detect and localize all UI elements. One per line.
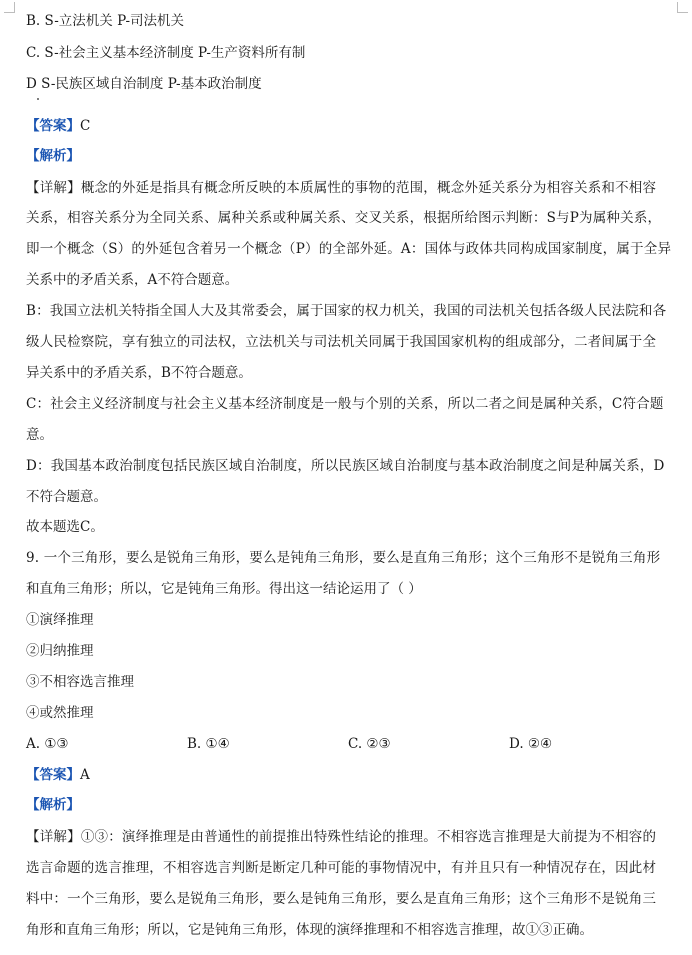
page-corner-mark-left	[4, 2, 15, 13]
analysis-tag: 【解析】	[26, 797, 80, 813]
q8-detail-line-3: 即一个概念（S）的外延包含着另一个概念（P）的全部外延。A：国体与政体共同构成国家制度，属于全异	[26, 241, 672, 257]
q9-analysis-line	[26, 795, 676, 815]
q8-answer-line	[26, 116, 676, 136]
q8-detail-line-7: 异关系中的矛盾关系，B不符合题意。	[26, 365, 252, 381]
q8-detail-line-2: 关系，相容关系分为全同关系、属种关系或种属关系、交叉关系，根据所给图示判断：S与P为属种关系，	[26, 210, 662, 226]
option-c: C. S-社会主义基本经济制度 P-生产资料所有制	[26, 45, 306, 61]
detail-tag: 【详解】	[26, 180, 81, 196]
q9-detail-line-4: 角形和直角三角形；所以，它是钝角三角形，体现的演绎推理和不相容选言推理，故①③正确。	[26, 922, 593, 938]
q9-choice-b: B. ①④	[187, 736, 230, 752]
option-d: D S-民族区域自治制度 P-基本政治制度	[26, 76, 262, 92]
detail-text: ①③：演绎推理是由普通性的前提推出特殊性结论的推理。不相容选言推理是大前提为不相容的	[80, 829, 657, 845]
q9-item-2: ②归纳推理	[26, 643, 94, 659]
answer-value: C	[80, 118, 91, 134]
q9-choice-c: C. ②③	[348, 736, 391, 752]
q8-detail-line-10: D：我国基本政治制度包括民族区域自治制度，所以民族区域自治制度与基本政治制度之间是种属关系，D	[26, 458, 665, 474]
option-b: B. S-立法机关 P-司法机关	[26, 13, 185, 29]
q8-detail-line-4: 关系中的矛盾关系，A不符合题意。	[26, 272, 239, 288]
q9-answer-line	[26, 765, 676, 785]
q8-conclusion: 故本题选C。	[26, 519, 104, 535]
q9-item-4: ④或然推理	[26, 705, 94, 721]
q9-detail-line-1	[26, 827, 676, 847]
q8-detail-line-6: 级人民检察院，享有独立的司法权，立法机关与司法机关同属于我国国家机构的组成部分，二者间属于全	[26, 334, 657, 350]
q9-detail-line-3: 料中：一个三角形，要么是锐角三角形，要么是钝角三角形，要么是直角三角形；这个三角形不是锐角三	[26, 891, 657, 907]
answer-value: A	[80, 767, 90, 783]
answer-tag: 【答案】	[26, 767, 80, 783]
q9-detail-line-2: 选言命题的选言推理，不相容选言判断是断定几种可能的事物情况中，有并且只有一种情况存在，因此材	[26, 860, 657, 876]
q8-detail-line-11: 不符合题意。	[26, 489, 107, 505]
q9-stem-line-2: 和直角三角形；所以，它是钝角三角形。得出这一结论运用了（ ）	[26, 581, 422, 597]
q9-item-1: ①演绎推理	[26, 612, 94, 628]
q8-analysis-line	[26, 146, 676, 166]
answer-tag: 【答案】	[26, 118, 80, 134]
q9-choice-a: A. ①③	[26, 736, 69, 752]
detail-text: 概念的外延是指具有概念所反映的本质属性的事物的范围，概念外延关系分为相容关系和不相容	[80, 180, 657, 196]
analysis-tag: 【解析】	[26, 148, 80, 164]
stray-dot	[37, 98, 39, 100]
page-corner-mark-right	[677, 2, 688, 13]
q8-detail-line-1	[26, 178, 676, 198]
q8-detail-line-9: 意。	[26, 427, 53, 443]
q9-item-3: ③不相容选言推理	[26, 674, 134, 690]
q8-detail-line-8: C：社会主义经济制度与社会主义基本经济制度是一般与个别的关系，所以二者之间是属种关系，C符合题	[26, 396, 664, 412]
detail-tag: 【详解】	[26, 829, 81, 845]
q9-choice-d: D. ②④	[509, 736, 553, 752]
q8-detail-line-5: B：我国立法机关特指全国人大及其常委会，属于国家的权力机关，我国的司法机关包括各级人民法院和各	[26, 303, 667, 319]
q9-stem-line-1: 9. 一个三角形，要么是锐角三角形，要么是钝角三角形，要么是直角三角形；这个三角形不是锐角三角形	[26, 550, 661, 566]
